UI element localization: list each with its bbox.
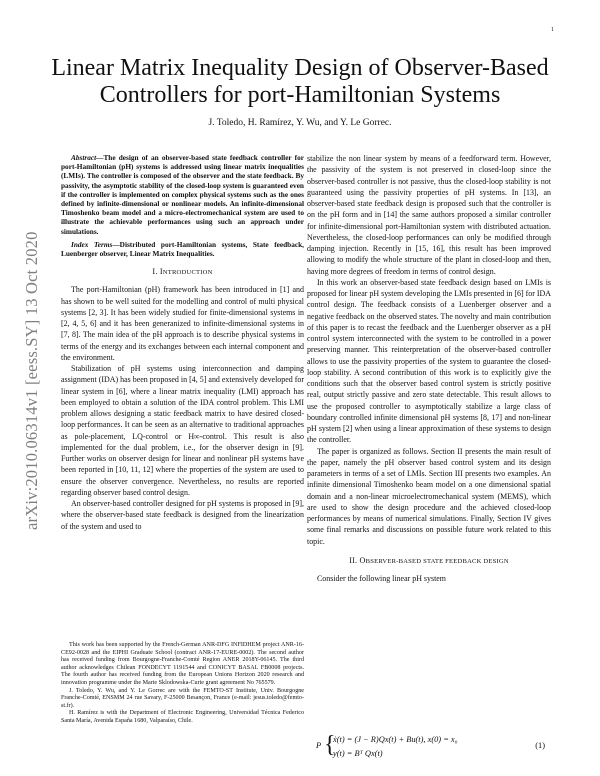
page-number: 1 — [551, 27, 554, 33]
index-terms-text: —Distributed port-Hamiltonian systems, State feedback, Luenberger observer, Linear Matrix Inequalities. — [61, 239, 305, 259]
funding-footnote: This work has been supported by the French-German ANR-DFG INFIDHEM project ANR-16-CE92-0028 and the EIPHI Graduate School (contract ANR-17-EURE-0002). The second author has received funding from Bourgogne-Franche-Comté Region ANER 2018Y-06145. The third author acknowledges Chilean FONDECYT 1191544 and CONICYT BASAL FB0008 projects. The fourth author has received funding from the European Unions Horizon 2020 research and innovation programme under the Marie Sklodowska-Curie grant agreement No 765579. — [61, 642, 304, 686]
affiliation-footnote-1: J. Toledo, Y. Wu, and Y. Le Gorrec are with the FEMTO-ST Institute, Univ. Bourgogne Franche-Comté, ENSMM 24 rue Savary, F-25000 Besançon, France (e-mail: jesus.toledo@femto-st.fr). — [61, 687, 304, 709]
index-terms — [61, 240, 304, 258]
intro-paragraph-4: In this work an observer-based state feedback design based on LMIs is proposed for linear pH system developing the LMIs presented in [6] for IDA control design. The feedback consists of a Luenberger observer and a negative feedback on the observed states. The novelty and main contribution of this paper is to recast the feedback and the Luenberger observer as a pH control system interconnected with the system to be controlled in a power preserving manner. This reinterpretation of the observer-based controller allows to use the passivity properties of the system to guarantee the closed-loop stability. A second contribution of this work is to explicitly give the conditions such that the observer based control system is strictly positive real, output strictly passive and zero state detectable. This result allows to use the proposed controller to asymptotically stabilize a large class of boundary controlled infinite dimensional pH systems [8, 17] and non-linear pH system [2] when using a linear approximation of these systems to design the controller. — [307, 277, 551, 445]
intro-paragraph-3: An observer-based controller designed for pH systems is proposed in [9], where the observer-based state feedback is designed from the linearization of the system and used to — [61, 499, 304, 531]
abstract-text: —The design of an observer-based state feedback controller for port-Hamiltonian (pH) systems is addressed using linear matrix inequalities (LMIs). The controller is composed of the observer and the state feedback. By passivity, the asymptotic stability of the closed-loop system is guaranteed even if the controller is implemented on complex physical systems such as the ones defined by infinite-dimensional or nonlinear models. An infinite-dimensional Timoshenko beam model and a micro-electromechanical system are used to illustrate the achievable performances using such an approach under simulations. — [61, 153, 304, 236]
equation-1 — [315, 730, 555, 766]
footnotes — [61, 642, 304, 726]
intro-paragraph-1: The port-Hamiltonian (pH) framework has been introduced in [1] and has shown to be well suited for the modelling and control of multi physical systems [2, 3]. It has been widely studied for finite-dimensional systems in [2, 4, 5, 6] and it has been generanized to infinite-dimensional systems in [7, 8]. The main idea of the pH approach is to describe physical systems in terms of the energy and its exchanges between each internal component and the environment. — [61, 285, 304, 362]
section2-intro: Consider the following linear pH system — [317, 574, 446, 583]
author-list: J. Toledo, H. Ramírez, Y. Wu, and Y. Le Gorrec. — [208, 118, 392, 128]
arxiv-identifier-stamp[interactable]: arXiv:2010.06314v1 [eess.SY] 13 Oct 2020 — [22, 231, 41, 530]
abstract — [61, 153, 304, 236]
left-column — [61, 153, 304, 532]
intro-paragraph-5: The paper is organized as follows. Section II presents the main result of the paper, namely the pH observer based control system and its design parameters in terms of a set of LMIs. Section III presents two examples. An infinite dimensional Timoshenko beam model on a one dimensional spatial domain and a non-linear microelectromechanical system (MEMS), which are used to show the design procedure and the achieved closed-loop performances by means of numerical simulations. Finally, Section IV gives some final remarks and discussions on possible future work related to this topic. — [307, 446, 551, 546]
paper-title: Linear Matrix Inequality Design of Observer-Based Controllers for port-Hamiltonian Systems — [51, 55, 549, 108]
right-column — [307, 153, 551, 584]
intro-paragraph-3-continued: stabilize the non linear system by means of a feedforward term. However, the passivity of the system is not preserved in closed-loop since the observer-based controller is not passive, thus the closed-loop stability is not guaranteed using the passivity properties of pH systems. In [13], an observer-based state feedback design is proposed such that the controller is on the pH form and in [14] the same authors proposed a similar controller for infinite-dimensional port-Hamiltonian system with distributed actuation. Nevertheless, the closed-loop performances can only be modified through damping injection. Recently in [15, 16], this result has been improved allowing to modify the whole structure of the plant in closed-loop and then, having more degrees of freedom in terms of control design. — [307, 154, 551, 276]
equation-system-symbol: P — [316, 741, 322, 750]
index-terms-label: Index Terms — [71, 239, 113, 249]
equation-number: (1) — [535, 741, 545, 750]
section-heading-observer-design: II. OBSERVER-BASED STATE FEEDBACK DESIGN — [349, 555, 509, 565]
intro-paragraph-2: Stabilization of pH systems using interconnection and damping assignment (IDA) has been proposed in [4, 5] and extensively developed for linear system in [6], where a linear matrix inequality (LMI) approach has been employed to obtain a solution of the IDA control problem. This LMI problem allows designing a static feedback matrix to have desired closed-loop performances. It can be seen as an alternative to traditional approaches as pole-placement, LQ-control or H∞-control. This result is also implemented for the dual problem, i.e., for the observer design in [9]. Further works on observer design for linear and nonlinear pH systems have been reported in [10, 11, 12] where the properties of the system are used to ensure the observer convergence. Nevertheless, no results are reported regarding observer based control design. — [61, 364, 304, 497]
affiliation-footnote-2: H. Ramírez is with the Department of Electronic Engineering, Universidad Técnica Federico Santa María, Avenida España 1680, Valparaíso, Chile. — [61, 710, 304, 724]
equation-brace: { — [324, 732, 336, 758]
section-heading-introduction: I. INTRODUCTION — [152, 267, 213, 277]
equation-output-line: y(t) = Bᵀ Qx(t) — [333, 749, 383, 758]
abstract-label: Abstract — [71, 153, 97, 162]
equation-state-line: ẋ(t) = (J − R)Qx(t) + Bu(t), x(0) = x₀ — [333, 735, 458, 744]
